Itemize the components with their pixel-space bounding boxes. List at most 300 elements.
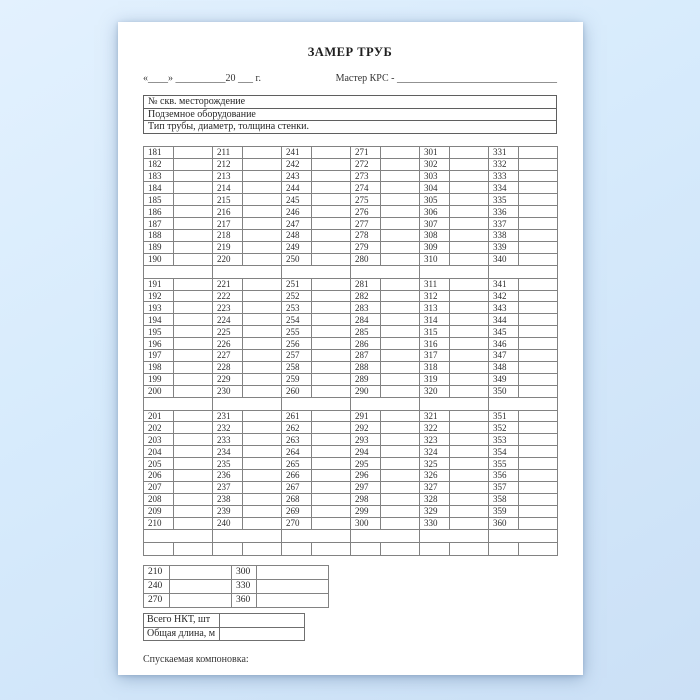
measurement-row	[144, 158, 558, 170]
measurement-value-cell	[519, 253, 558, 265]
pipe-number-cell: 227	[213, 350, 243, 362]
measurement-value-cell	[243, 253, 282, 265]
info-table-body	[144, 96, 557, 134]
pipe-number-cell: 293	[351, 434, 381, 446]
measurement-value-cell	[312, 326, 351, 338]
measurement-row	[144, 218, 558, 230]
measurement-value-cell	[450, 481, 489, 493]
pipe-number-cell: 296	[351, 470, 381, 482]
measurement-value-cell	[312, 314, 351, 326]
measurement-value-cell	[174, 470, 213, 482]
pipe-number-cell: 354	[489, 446, 519, 458]
pipe-number-cell: 216	[213, 206, 243, 218]
pipe-number-cell: 191	[144, 278, 174, 290]
pipe-number-cell: 269	[282, 505, 312, 517]
pipe-number-cell: 358	[489, 493, 519, 505]
pipe-number-cell: 244	[282, 182, 312, 194]
measurement-value-cell	[519, 326, 558, 338]
pipe-number-cell: 181	[144, 146, 174, 158]
measurement-value-cell	[519, 290, 558, 302]
info-row	[144, 96, 557, 109]
pipe-number-cell: 310	[420, 253, 450, 265]
measurement-value-cell	[312, 373, 351, 385]
subtotal-value-cell	[170, 565, 232, 579]
pipe-number-cell: 188	[144, 230, 174, 242]
subtotal-row	[144, 565, 329, 579]
pipe-number-cell: 190	[144, 253, 174, 265]
pipe-number-cell: 346	[489, 338, 519, 350]
pipe-number-cell: 343	[489, 302, 519, 314]
pipe-number-cell: 302	[420, 158, 450, 170]
pipe-number-cell: 282	[351, 290, 381, 302]
measurement-value-cell	[243, 314, 282, 326]
pipe-number-cell: 254	[282, 314, 312, 326]
measurement-value-cell	[312, 338, 351, 350]
measurement-row	[144, 446, 558, 458]
measurement-value-cell	[381, 361, 420, 373]
measurement-value-cell	[312, 170, 351, 182]
pipe-number-cell: 202	[144, 422, 174, 434]
measurement-value-cell	[381, 373, 420, 385]
pipe-number-cell: 306	[420, 206, 450, 218]
measurement-row	[144, 170, 558, 182]
pipe-number-cell: 265	[282, 458, 312, 470]
pipe-number-cell: 289	[351, 373, 381, 385]
measurement-table-body	[144, 146, 558, 555]
pipe-number-cell: 273	[351, 170, 381, 182]
measurement-value-cell	[243, 194, 282, 206]
pipe-number-cell: 301	[420, 146, 450, 158]
measurement-value-cell	[312, 434, 351, 446]
measurement-value-cell	[519, 458, 558, 470]
pipe-number-cell: 243	[282, 170, 312, 182]
measurement-value-cell	[450, 218, 489, 230]
spacer-cell	[420, 397, 489, 410]
pipe-number-cell: 288	[351, 361, 381, 373]
pipe-number-cell: 189	[144, 241, 174, 253]
measurement-value-cell	[450, 230, 489, 242]
measurement-value-cell	[450, 458, 489, 470]
subtotal-row	[144, 594, 329, 608]
measurement-value-cell	[450, 206, 489, 218]
pipe-number-cell: 232	[213, 422, 243, 434]
measurement-value-cell	[243, 410, 282, 422]
measurement-value-cell	[450, 290, 489, 302]
info-label-cell: Подземное оборудование	[144, 108, 557, 121]
pipe-number-cell: 215	[213, 194, 243, 206]
measurement-row	[144, 302, 558, 314]
info-row	[144, 108, 557, 121]
pipe-number-cell: 245	[282, 194, 312, 206]
pipe-number-cell: 274	[351, 182, 381, 194]
measurement-value-cell	[243, 218, 282, 230]
measurement-value-cell	[243, 326, 282, 338]
measurement-value-cell	[519, 218, 558, 230]
pipe-number-cell: 238	[213, 493, 243, 505]
pipe-number-cell: 250	[282, 253, 312, 265]
pipe-number-cell: 318	[420, 361, 450, 373]
pipe-number-cell: 241	[282, 146, 312, 158]
measurement-value-cell	[381, 350, 420, 362]
measurement-value-cell	[312, 241, 351, 253]
pipe-number-cell: 208	[144, 493, 174, 505]
pipe-number-cell: 210	[144, 517, 174, 529]
measurement-value-cell	[450, 253, 489, 265]
measurement-value-cell	[174, 481, 213, 493]
spacer-cell	[282, 529, 351, 542]
measurement-row	[144, 206, 558, 218]
measurement-value-cell	[450, 410, 489, 422]
measurement-value-cell	[450, 350, 489, 362]
pipe-number-cell: 229	[213, 373, 243, 385]
pipe-number-cell: 193	[144, 302, 174, 314]
pipe-number-cell: 290	[351, 385, 381, 397]
trailing-value-cell	[174, 542, 213, 555]
measurement-value-cell	[174, 206, 213, 218]
pipe-number-cell: 328	[420, 493, 450, 505]
measurement-value-cell	[519, 361, 558, 373]
spacer-cell	[144, 397, 213, 410]
pipe-number-cell: 213	[213, 170, 243, 182]
measurement-value-cell	[174, 302, 213, 314]
measurement-value-cell	[312, 302, 351, 314]
measurement-value-cell	[450, 146, 489, 158]
measurement-value-cell	[381, 158, 420, 170]
pipe-number-cell: 185	[144, 194, 174, 206]
pipe-number-cell: 355	[489, 458, 519, 470]
pipe-number-cell: 333	[489, 170, 519, 182]
pipe-number-cell: 345	[489, 326, 519, 338]
pipe-number-cell: 183	[144, 170, 174, 182]
pipe-number-cell: 240	[213, 517, 243, 529]
measurement-value-cell	[174, 253, 213, 265]
pipe-number-cell: 214	[213, 182, 243, 194]
measurement-value-cell	[243, 434, 282, 446]
pipe-number-cell: 266	[282, 470, 312, 482]
measurement-value-cell	[450, 422, 489, 434]
pipe-number-cell: 356	[489, 470, 519, 482]
measurement-value-cell	[174, 218, 213, 230]
pipe-number-cell: 327	[420, 481, 450, 493]
spacer-cell	[213, 397, 282, 410]
pipe-number-cell: 196	[144, 338, 174, 350]
subtotal-value-cell	[170, 579, 232, 593]
measurement-value-cell	[243, 505, 282, 517]
measurement-value-cell	[381, 290, 420, 302]
measurement-value-cell	[174, 446, 213, 458]
pipe-number-cell: 351	[489, 410, 519, 422]
measurement-value-cell	[312, 350, 351, 362]
measurement-value-cell	[381, 218, 420, 230]
pipe-number-cell: 257	[282, 350, 312, 362]
measurement-value-cell	[243, 446, 282, 458]
measurement-value-cell	[519, 410, 558, 422]
pipe-number-cell: 253	[282, 302, 312, 314]
measurement-value-cell	[174, 290, 213, 302]
pipe-number-cell: 211	[213, 146, 243, 158]
measurement-value-cell	[243, 338, 282, 350]
measurement-value-cell	[519, 385, 558, 397]
trailing-number-cell	[420, 542, 450, 555]
totals-table-body	[144, 614, 305, 640]
measurement-value-cell	[312, 458, 351, 470]
subtotal-value-cell	[257, 579, 329, 593]
pipe-number-cell: 261	[282, 410, 312, 422]
pipe-number-cell: 270	[282, 517, 312, 529]
spacer-cell	[489, 529, 558, 542]
measurement-value-cell	[312, 470, 351, 482]
pipe-number-cell: 298	[351, 493, 381, 505]
measurement-row	[144, 350, 558, 362]
measurement-value-cell	[174, 350, 213, 362]
subtotal-number-cell: 270	[144, 594, 170, 608]
pipe-number-cell: 259	[282, 373, 312, 385]
measurement-value-cell	[174, 458, 213, 470]
pipe-number-cell: 336	[489, 206, 519, 218]
measurement-value-cell	[312, 182, 351, 194]
measurement-row	[144, 410, 558, 422]
pipe-number-cell: 281	[351, 278, 381, 290]
measurement-value-cell	[243, 350, 282, 362]
pipe-number-cell: 184	[144, 182, 174, 194]
measurement-value-cell	[174, 385, 213, 397]
subtotal-table	[143, 565, 329, 609]
measurement-value-cell	[243, 278, 282, 290]
measurement-value-cell	[381, 481, 420, 493]
measurement-value-cell	[450, 470, 489, 482]
measurement-row	[144, 458, 558, 470]
pipe-number-cell: 324	[420, 446, 450, 458]
pipe-number-cell: 246	[282, 206, 312, 218]
spacer-row	[144, 397, 558, 410]
pipe-number-cell: 230	[213, 385, 243, 397]
pipe-number-cell: 235	[213, 458, 243, 470]
measurement-value-cell	[243, 470, 282, 482]
pipe-number-cell: 307	[420, 218, 450, 230]
measurement-value-cell	[312, 206, 351, 218]
measurement-value-cell	[519, 373, 558, 385]
pipe-number-cell: 304	[420, 182, 450, 194]
measurement-value-cell	[519, 505, 558, 517]
pipe-number-cell: 237	[213, 481, 243, 493]
measurement-row	[144, 314, 558, 326]
measurement-row	[144, 470, 558, 482]
measurement-value-cell	[381, 385, 420, 397]
pipe-number-cell: 224	[213, 314, 243, 326]
pipe-number-cell: 218	[213, 230, 243, 242]
measurement-value-cell	[450, 302, 489, 314]
measurement-value-cell	[243, 146, 282, 158]
pipe-number-cell: 275	[351, 194, 381, 206]
pipe-number-cell: 278	[351, 230, 381, 242]
measurement-value-cell	[174, 434, 213, 446]
measurement-value-cell	[450, 326, 489, 338]
pipe-number-cell: 207	[144, 481, 174, 493]
pipe-number-cell: 187	[144, 218, 174, 230]
measurement-value-cell	[381, 422, 420, 434]
pipe-number-cell: 272	[351, 158, 381, 170]
measurement-value-cell	[243, 230, 282, 242]
trailing-value-cell	[450, 542, 489, 555]
measurement-value-cell	[381, 194, 420, 206]
pipe-number-cell: 247	[282, 218, 312, 230]
subtotal-number-cell: 210	[144, 565, 170, 579]
totals-label-cell: Общая длина, м	[144, 627, 220, 640]
pipe-number-cell: 308	[420, 230, 450, 242]
measurement-value-cell	[243, 206, 282, 218]
measurement-value-cell	[174, 314, 213, 326]
trailing-empty-row	[144, 542, 558, 555]
pipe-number-cell: 329	[420, 505, 450, 517]
pipe-number-cell: 262	[282, 422, 312, 434]
subtotal-table-body	[144, 565, 329, 608]
date-blank-line: «____» __________20 ___ г.	[143, 73, 261, 84]
measurement-value-cell	[381, 505, 420, 517]
measurement-value-cell	[450, 373, 489, 385]
info-label-cell: Тип трубы, диаметр, толщина стенки.	[144, 121, 557, 134]
subtotal-number-cell: 300	[232, 565, 257, 579]
pipe-number-cell: 284	[351, 314, 381, 326]
measurement-value-cell	[174, 146, 213, 158]
pipe-number-cell: 338	[489, 230, 519, 242]
measurement-value-cell	[174, 373, 213, 385]
measurement-value-cell	[381, 410, 420, 422]
measurement-value-cell	[312, 278, 351, 290]
measurement-value-cell	[381, 338, 420, 350]
pipe-number-cell: 319	[420, 373, 450, 385]
measurement-value-cell	[312, 194, 351, 206]
measurement-value-cell	[381, 230, 420, 242]
measurement-value-cell	[243, 302, 282, 314]
measurement-value-cell	[174, 194, 213, 206]
measurement-value-cell	[450, 278, 489, 290]
pipe-number-cell: 234	[213, 446, 243, 458]
pipe-number-cell: 321	[420, 410, 450, 422]
measurement-value-cell	[312, 385, 351, 397]
measurement-value-cell	[519, 422, 558, 434]
pipe-number-cell: 320	[420, 385, 450, 397]
pipe-number-cell: 205	[144, 458, 174, 470]
spacer-cell	[213, 265, 282, 278]
measurement-value-cell	[174, 338, 213, 350]
pipe-number-cell: 299	[351, 505, 381, 517]
pipe-number-cell: 342	[489, 290, 519, 302]
measurement-value-cell	[243, 517, 282, 529]
pipe-number-cell: 233	[213, 434, 243, 446]
measurement-value-cell	[312, 290, 351, 302]
spacer-row	[144, 265, 558, 278]
pipe-number-cell: 334	[489, 182, 519, 194]
measurement-value-cell	[381, 314, 420, 326]
measurement-value-cell	[519, 517, 558, 529]
measurement-value-cell	[174, 170, 213, 182]
measurement-value-cell	[450, 338, 489, 350]
pipe-number-cell: 316	[420, 338, 450, 350]
pipe-number-cell: 248	[282, 230, 312, 242]
pipe-number-cell: 268	[282, 493, 312, 505]
pipe-number-cell: 212	[213, 158, 243, 170]
spacer-cell	[489, 265, 558, 278]
pipe-number-cell: 283	[351, 302, 381, 314]
measurement-value-cell	[450, 446, 489, 458]
measurement-value-cell	[519, 350, 558, 362]
pipe-number-cell: 217	[213, 218, 243, 230]
measurement-value-cell	[450, 182, 489, 194]
pipe-number-cell: 255	[282, 326, 312, 338]
measurement-value-cell	[381, 278, 420, 290]
measurement-value-cell	[312, 493, 351, 505]
measurement-value-cell	[450, 517, 489, 529]
pipe-number-cell: 226	[213, 338, 243, 350]
pipe-number-cell: 280	[351, 253, 381, 265]
pipe-number-cell: 276	[351, 206, 381, 218]
measurement-value-cell	[519, 170, 558, 182]
pipe-number-cell: 199	[144, 373, 174, 385]
pipe-number-cell: 223	[213, 302, 243, 314]
pipe-number-cell: 194	[144, 314, 174, 326]
pipe-number-cell: 331	[489, 146, 519, 158]
measurement-value-cell	[243, 493, 282, 505]
measurement-value-cell	[519, 182, 558, 194]
pipe-number-cell: 197	[144, 350, 174, 362]
measurement-row	[144, 290, 558, 302]
pipe-number-cell: 192	[144, 290, 174, 302]
measurement-value-cell	[312, 158, 351, 170]
measurement-value-cell	[519, 230, 558, 242]
measurement-row	[144, 278, 558, 290]
pipe-number-cell: 200	[144, 385, 174, 397]
measurement-value-cell	[381, 446, 420, 458]
trailing-value-cell	[312, 542, 351, 555]
measurement-value-cell	[381, 458, 420, 470]
subtotal-value-cell	[170, 594, 232, 608]
pipe-number-cell: 313	[420, 302, 450, 314]
measurement-value-cell	[519, 446, 558, 458]
measurement-value-cell	[312, 361, 351, 373]
measurement-row	[144, 361, 558, 373]
header-line	[143, 73, 557, 84]
measurement-row	[144, 434, 558, 446]
trailing-number-cell	[489, 542, 519, 555]
pipe-number-cell: 325	[420, 458, 450, 470]
pipe-number-cell: 195	[144, 326, 174, 338]
measurement-value-cell	[312, 517, 351, 529]
subtotal-row	[144, 579, 329, 593]
measurement-value-cell	[243, 241, 282, 253]
measurement-row	[144, 422, 558, 434]
pipe-number-cell: 251	[282, 278, 312, 290]
pipe-number-cell: 286	[351, 338, 381, 350]
measurement-value-cell	[381, 434, 420, 446]
measurement-row	[144, 481, 558, 493]
pipe-number-cell: 231	[213, 410, 243, 422]
pipe-number-cell: 303	[420, 170, 450, 182]
measurement-value-cell	[312, 218, 351, 230]
measurement-value-cell	[381, 326, 420, 338]
spacer-row	[144, 529, 558, 542]
pipe-number-cell: 326	[420, 470, 450, 482]
pipe-number-cell: 332	[489, 158, 519, 170]
measurement-value-cell	[174, 278, 213, 290]
pipe-number-cell: 209	[144, 505, 174, 517]
spacer-cell	[144, 265, 213, 278]
pipe-number-cell: 182	[144, 158, 174, 170]
pipe-number-cell: 340	[489, 253, 519, 265]
document-page	[118, 22, 583, 675]
spacer-cell	[489, 397, 558, 410]
pipe-number-cell: 258	[282, 361, 312, 373]
pipe-number-cell: 323	[420, 434, 450, 446]
